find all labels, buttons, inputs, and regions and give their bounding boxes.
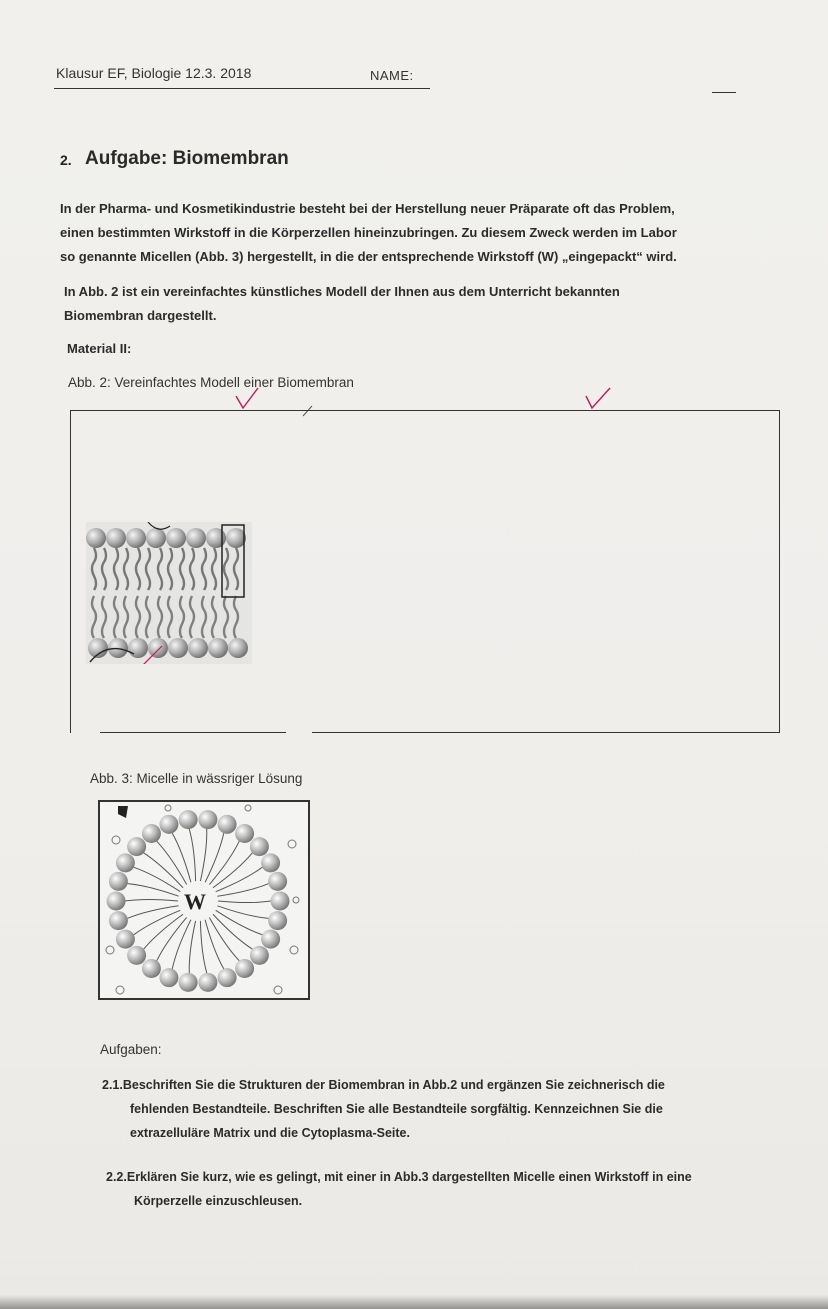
membrane-bilayer-illustration <box>86 522 252 664</box>
intro-line: Biomembran dargestellt. <box>64 308 217 323</box>
micelle-head <box>218 968 237 987</box>
task-item <box>106 1165 766 1213</box>
micelle-head <box>109 872 128 891</box>
task-item-line: Körperzelle einzuschleusen. <box>134 1194 303 1208</box>
task-item-line: Erklären Sie kurz, wie es gelingt, mit einer in Abb.3 dargestellten Micelle einen Wirkstoff in eine <box>126 1170 692 1184</box>
figure2-caption: Abb. 2: Vereinfachtes Modell einer Biomembran <box>68 375 354 390</box>
figure2-bottom-line <box>312 732 779 733</box>
micelle-head <box>179 810 198 829</box>
micelle-head <box>127 946 146 965</box>
task-number: 2. <box>60 152 72 168</box>
task-item-line: Beschriften Sie die Strukturen der Biomembran in Abb.2 und ergänzen Sie zeichnerisch die <box>122 1078 665 1092</box>
micelle-illustration <box>98 800 310 1000</box>
micelle-head <box>179 973 198 992</box>
score-line <box>712 92 736 93</box>
material-label: Material II: <box>67 341 132 356</box>
micelle-head <box>198 973 217 992</box>
header-rule <box>54 88 430 89</box>
task-item-number: 2.2. <box>106 1170 127 1184</box>
micelle-head <box>261 853 280 872</box>
intro-line: einen bestimmten Wirkstoff in die Körperzellen hineinzubringen. Zu diesem Zweck werden im Labor <box>60 225 677 240</box>
task-item-line: fehlenden Bestandteile. Beschriften Sie alle Bestandteile sorgfältig. Kennzeichnen Sie die <box>130 1102 663 1116</box>
micelle-head <box>261 930 280 949</box>
micelle-head <box>271 892 290 911</box>
micelle-head <box>235 959 254 978</box>
micelle-head <box>268 911 287 930</box>
tasks-label: Aufgaben: <box>100 1042 162 1057</box>
figure3-caption: Abb. 3: Micelle in wässriger Lösung <box>90 771 303 786</box>
micelle-head <box>198 810 217 829</box>
intro-paragraph-2 <box>64 280 764 328</box>
task-title: Aufgabe: Biomembran <box>85 148 289 169</box>
micelle-head <box>142 824 161 843</box>
task-item <box>102 1073 742 1145</box>
active-ingredient-label: W <box>184 889 206 914</box>
micelle-head <box>107 892 126 911</box>
micelle-head <box>268 872 287 891</box>
micelle-head <box>109 911 128 930</box>
micelle-head <box>116 853 135 872</box>
name-label: NAME: <box>370 68 414 83</box>
check-mark-icon <box>582 384 618 412</box>
micelle-head <box>250 837 269 856</box>
exam-header: Klausur EF, Biologie 12.3. 2018 <box>56 65 252 81</box>
task-item-number: 2.1. <box>102 1078 123 1092</box>
intro-line: In der Pharma- und Kosmetikindustrie besteht bei der Herstellung neuer Präparate oft das Problem, <box>60 201 675 216</box>
page-edge-shadow <box>0 1295 828 1309</box>
intro-line: In Abb. 2 ist ein vereinfachtes künstliches Modell der Ihnen aus dem Unterricht bekannten <box>64 284 620 299</box>
micelle-head <box>142 959 161 978</box>
micelle-head <box>159 815 178 834</box>
task-item-line: extrazelluläre Matrix und die Cytoplasma-Seite. <box>130 1126 410 1140</box>
micelle-head <box>250 946 269 965</box>
intro-paragraph <box>60 197 760 269</box>
intro-line: so genannte Micellen (Abb. 3) hergestellt, in die der entsprechende Wirkstoff (W) „eingepackt“ wird. <box>60 249 677 264</box>
figure2-bottom-line <box>100 732 286 733</box>
micelle-head <box>116 930 135 949</box>
micelle-head <box>235 824 254 843</box>
micelle-head <box>159 968 178 987</box>
micelle-head <box>218 815 237 834</box>
micelle-head <box>127 837 146 856</box>
